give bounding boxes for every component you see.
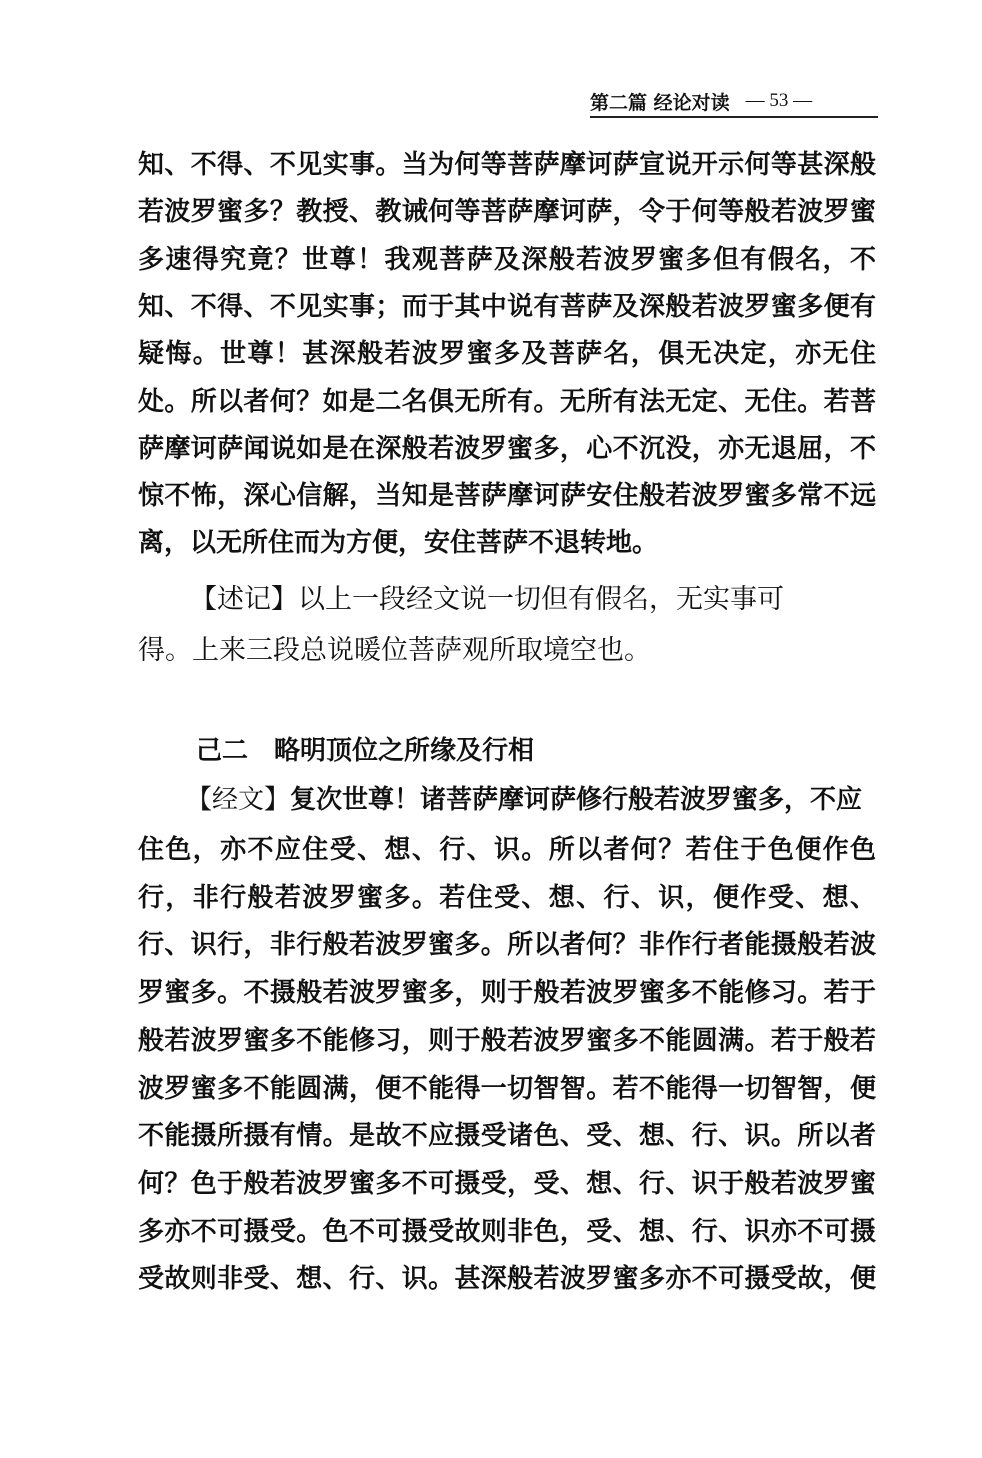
page-number: — 53 —: [745, 90, 813, 111]
text-line: 不能摄所摄有情。是故不应摄受诸色、受、想、行、识。所以者: [138, 1121, 876, 1152]
text-line: 多亦不可摄受。色不可摄受故则非色，受、想、行、识亦不可摄: [138, 1216, 876, 1247]
sutra-first-line: [138, 780, 876, 820]
text-line: 行，非行般若波罗蜜多。若住受、想、行、识，便作受、想、: [138, 882, 876, 913]
text-line: 知、不得、不见实事；而于其中说有菩萨及深般若波罗蜜多便有: [138, 291, 876, 322]
running-header: [590, 86, 878, 118]
text-line: 若波罗蜜多？教授、教诫何等菩萨摩诃萨，令于何等般若波罗蜜: [138, 197, 876, 228]
section-title: 略明顶位之所缘及行相: [274, 736, 535, 766]
text-line: 波罗蜜多不能圆满，便不能得一切智智。若不能得一切智智，便: [138, 1073, 876, 1104]
text-line: 萨摩诃萨闻说如是在深般若波罗蜜多，心不沉没，亦无退屈，不: [138, 433, 876, 464]
note-line-2: 得。上来三段总说暖位菩萨观所取境空也。: [138, 635, 651, 666]
text-line: 处。所以者何？如是二名俱无所有。无所有法无定、无住。若菩: [138, 386, 876, 417]
text-line: 何？色于般若波罗蜜多不可摄受，受、想、行、识于般若波罗蜜: [138, 1168, 876, 1199]
text-line: 知、不得、不见实事。当为何等菩萨摩诃萨宣说开示何等甚深般: [138, 150, 876, 180]
text-line: 罗蜜多。不摄般若波罗蜜多，则于般若波罗蜜多不能修习。若于: [138, 978, 876, 1009]
text-line: 般若波罗蜜多不能修习，则于般若波罗蜜多不能圆满。若于般若: [138, 1025, 876, 1056]
text-line: 行、识行，非行般若波罗蜜多。所以者何？非作行者能摄般若波: [138, 930, 876, 961]
text-line: 多速得究竟？世尊！我观菩萨及深般若波罗蜜多但有假名，不: [138, 244, 876, 275]
note-line-1: [138, 580, 876, 620]
header-title: 第二篇 经论对读: [590, 91, 730, 114]
section-heading: [196, 730, 560, 767]
text-line: 疑悔。世尊！甚深般若波罗蜜多及菩萨名，俱无决定，亦无住: [138, 339, 876, 370]
sutra-text-first: 复次世尊！诸菩萨摩诃萨修行般若波罗蜜多，不应: [290, 785, 863, 815]
section-number: 己二: [196, 736, 249, 766]
text-line: 受故则非受、想、行、识。甚深般若波罗蜜多亦不可摄受故，便: [138, 1264, 876, 1295]
note-text-1: 以上一段经文说一切但有假名，无实事可: [298, 584, 784, 615]
text-line: 离，以无所住而为方便，安住菩萨不退转地。: [138, 528, 659, 559]
text-line: 住色，亦不应住受、想、行、识。所以者何？若住于色便作色: [138, 835, 876, 865]
note-label: 【述记】: [190, 584, 298, 615]
text-line: 惊不怖，深心信解，当知是菩萨摩诃萨安住般若波罗蜜多常不远: [138, 481, 876, 512]
sutra-label: 【经文】: [186, 785, 291, 815]
